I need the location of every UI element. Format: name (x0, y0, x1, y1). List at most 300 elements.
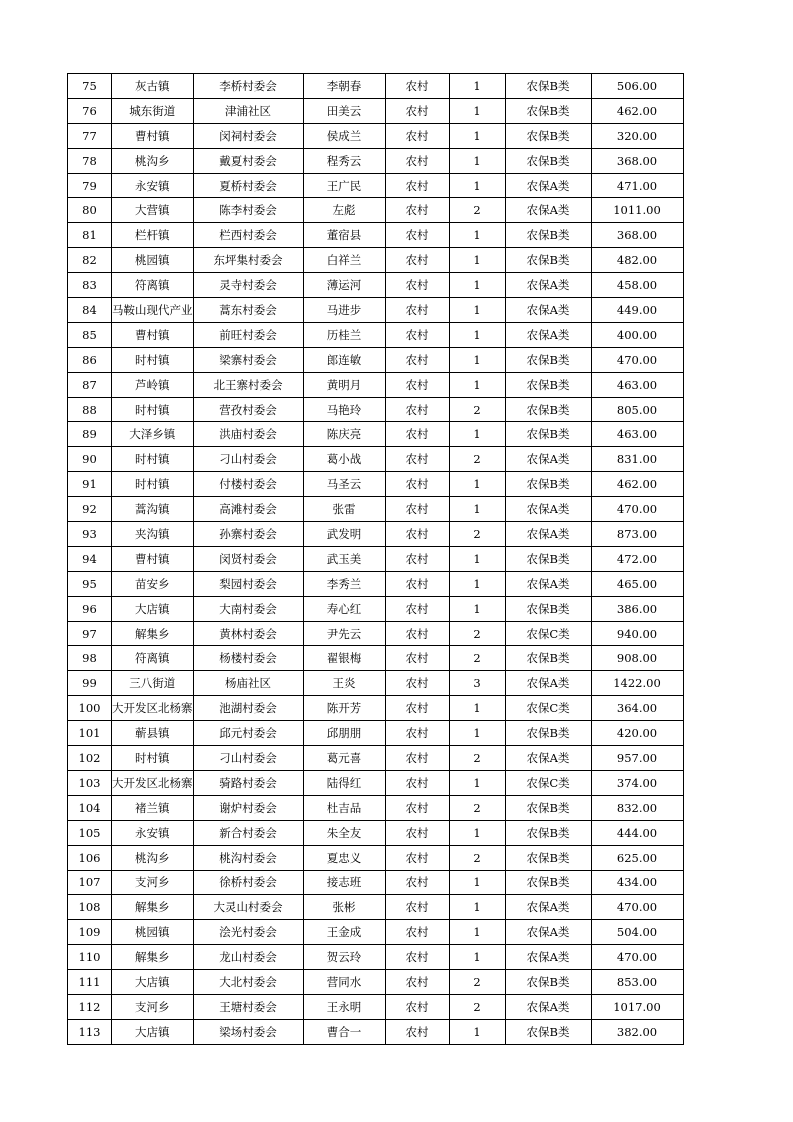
count-cell: 1 (449, 920, 505, 945)
name-cell: 邱朋朋 (303, 721, 385, 746)
name-cell: 李秀兰 (303, 571, 385, 596)
name-cell: 田美云 (303, 98, 385, 123)
table-row (68, 970, 684, 995)
table-row (68, 646, 684, 671)
table-row (68, 148, 684, 173)
row-number: 75 (68, 74, 112, 99)
town-cell: 蕲县镇 (112, 721, 194, 746)
category-cell: 农保A类 (505, 322, 591, 347)
table-row (68, 795, 684, 820)
count-cell: 1 (449, 895, 505, 920)
amount-cell: 463.00 (591, 422, 683, 447)
amount-cell: 482.00 (591, 248, 683, 273)
category-cell: 农保A类 (505, 920, 591, 945)
name-cell: 武发明 (303, 522, 385, 547)
amount-cell: 1017.00 (591, 994, 683, 1019)
category-cell: 农保A类 (505, 173, 591, 198)
name-cell: 郎连敏 (303, 347, 385, 372)
name-cell: 马圣云 (303, 472, 385, 497)
village-cell: 王塘村委会 (193, 994, 303, 1019)
amount-cell: 382.00 (591, 1019, 683, 1044)
village-cell: 浍光村委会 (193, 920, 303, 945)
count-cell: 1 (449, 98, 505, 123)
village-cell: 前旺村委会 (193, 322, 303, 347)
town-cell: 褚兰镇 (112, 795, 194, 820)
count-cell: 1 (449, 945, 505, 970)
area-cell: 农村 (385, 895, 449, 920)
table-row (68, 223, 684, 248)
village-cell: 夏桥村委会 (193, 173, 303, 198)
town-cell: 蒿沟镇 (112, 497, 194, 522)
table-row (68, 696, 684, 721)
category-cell: 农保B类 (505, 721, 591, 746)
table-row (68, 571, 684, 596)
name-cell: 夏忠义 (303, 845, 385, 870)
table-row (68, 74, 684, 99)
name-cell: 尹先云 (303, 621, 385, 646)
town-cell: 时村镇 (112, 347, 194, 372)
count-cell: 2 (449, 522, 505, 547)
table-row (68, 870, 684, 895)
row-number: 107 (68, 870, 112, 895)
row-number: 110 (68, 945, 112, 970)
area-cell: 农村 (385, 696, 449, 721)
village-cell: 池湖村委会 (193, 696, 303, 721)
area-cell: 农村 (385, 820, 449, 845)
amount-cell: 463.00 (591, 372, 683, 397)
village-cell: 大灵山村委会 (193, 895, 303, 920)
area-cell: 农村 (385, 1019, 449, 1044)
name-cell: 葛元喜 (303, 746, 385, 771)
table-row (68, 746, 684, 771)
count-cell: 2 (449, 447, 505, 472)
category-cell: 农保B类 (505, 820, 591, 845)
town-cell: 大店镇 (112, 596, 194, 621)
village-cell: 洪庙村委会 (193, 422, 303, 447)
row-number: 104 (68, 795, 112, 820)
amount-cell: 1011.00 (591, 198, 683, 223)
category-cell: 农保A类 (505, 746, 591, 771)
category-cell: 农保A类 (505, 497, 591, 522)
area-cell: 农村 (385, 472, 449, 497)
table-row (68, 546, 684, 571)
area-cell: 农村 (385, 322, 449, 347)
category-cell: 农保A类 (505, 447, 591, 472)
town-cell: 大营镇 (112, 198, 194, 223)
town-cell: 三八街道 (112, 671, 194, 696)
amount-cell: 472.00 (591, 546, 683, 571)
count-cell: 1 (449, 273, 505, 298)
table-row (68, 98, 684, 123)
row-number: 109 (68, 920, 112, 945)
village-cell: 徐桥村委会 (193, 870, 303, 895)
category-cell: 农保B类 (505, 397, 591, 422)
village-cell: 营孜村委会 (193, 397, 303, 422)
village-cell: 刁山村委会 (193, 447, 303, 472)
area-cell: 农村 (385, 173, 449, 198)
category-cell: 农保A类 (505, 298, 591, 323)
name-cell: 白祥兰 (303, 248, 385, 273)
table-row (68, 671, 684, 696)
village-cell: 付楼村委会 (193, 472, 303, 497)
row-number: 93 (68, 522, 112, 547)
amount-cell: 470.00 (591, 347, 683, 372)
village-cell: 闵祠村委会 (193, 123, 303, 148)
table-row (68, 372, 684, 397)
name-cell: 程秀云 (303, 148, 385, 173)
row-number: 79 (68, 173, 112, 198)
count-cell: 1 (449, 472, 505, 497)
category-cell: 农保B类 (505, 98, 591, 123)
category-cell: 农保B类 (505, 646, 591, 671)
village-cell: 刁山村委会 (193, 746, 303, 771)
amount-cell: 374.00 (591, 770, 683, 795)
amount-cell: 368.00 (591, 223, 683, 248)
name-cell: 陈庆亮 (303, 422, 385, 447)
count-cell: 1 (449, 721, 505, 746)
category-cell: 农保B类 (505, 870, 591, 895)
village-cell: 梁场村委会 (193, 1019, 303, 1044)
name-cell: 张彬 (303, 895, 385, 920)
table-row (68, 845, 684, 870)
row-number: 111 (68, 970, 112, 995)
area-cell: 农村 (385, 970, 449, 995)
row-number: 83 (68, 273, 112, 298)
town-cell: 苗安乡 (112, 571, 194, 596)
category-cell: 农保C类 (505, 621, 591, 646)
name-cell: 武玉美 (303, 546, 385, 571)
area-cell: 农村 (385, 148, 449, 173)
village-cell: 李桥村委会 (193, 74, 303, 99)
name-cell: 侯成兰 (303, 123, 385, 148)
area-cell: 农村 (385, 795, 449, 820)
area-cell: 农村 (385, 571, 449, 596)
amount-cell: 832.00 (591, 795, 683, 820)
count-cell: 1 (449, 298, 505, 323)
table-row (68, 173, 684, 198)
category-cell: 农保C类 (505, 696, 591, 721)
count-cell: 1 (449, 870, 505, 895)
category-cell: 农保B类 (505, 970, 591, 995)
category-cell: 农保B类 (505, 347, 591, 372)
table-row (68, 895, 684, 920)
row-number: 113 (68, 1019, 112, 1044)
amount-cell: 1422.00 (591, 671, 683, 696)
count-cell: 2 (449, 621, 505, 646)
row-number: 108 (68, 895, 112, 920)
village-cell: 龙山村委会 (193, 945, 303, 970)
village-cell: 谢炉村委会 (193, 795, 303, 820)
amount-cell: 470.00 (591, 945, 683, 970)
town-cell: 解集乡 (112, 945, 194, 970)
amount-cell: 504.00 (591, 920, 683, 945)
name-cell: 王广民 (303, 173, 385, 198)
count-cell: 1 (449, 546, 505, 571)
name-cell: 寿心红 (303, 596, 385, 621)
village-cell: 栏西村委会 (193, 223, 303, 248)
row-number: 105 (68, 820, 112, 845)
name-cell: 陈开芳 (303, 696, 385, 721)
name-cell: 张雷 (303, 497, 385, 522)
count-cell: 1 (449, 173, 505, 198)
table-row (68, 472, 684, 497)
table-row (68, 198, 684, 223)
town-cell: 支河乡 (112, 870, 194, 895)
row-number: 98 (68, 646, 112, 671)
table-row (68, 621, 684, 646)
area-cell: 农村 (385, 646, 449, 671)
row-number: 80 (68, 198, 112, 223)
amount-cell: 386.00 (591, 596, 683, 621)
area-cell: 农村 (385, 746, 449, 771)
count-cell: 2 (449, 970, 505, 995)
town-cell: 永安镇 (112, 820, 194, 845)
table-row (68, 347, 684, 372)
row-number: 92 (68, 497, 112, 522)
table-row (68, 596, 684, 621)
amount-cell: 908.00 (591, 646, 683, 671)
category-cell: 农保C类 (505, 770, 591, 795)
name-cell: 董宿县 (303, 223, 385, 248)
name-cell: 杜吉品 (303, 795, 385, 820)
category-cell: 农保B类 (505, 74, 591, 99)
amount-cell: 831.00 (591, 447, 683, 472)
area-cell: 农村 (385, 671, 449, 696)
count-cell: 1 (449, 696, 505, 721)
category-cell: 农保B类 (505, 596, 591, 621)
village-cell: 高滩村委会 (193, 497, 303, 522)
village-cell: 孙寨村委会 (193, 522, 303, 547)
category-cell: 农保A类 (505, 273, 591, 298)
row-number: 103 (68, 770, 112, 795)
category-cell: 农保B类 (505, 372, 591, 397)
town-cell: 大开发区北杨寨 (112, 770, 194, 795)
table-row (68, 721, 684, 746)
town-cell: 桃园镇 (112, 248, 194, 273)
amount-cell: 957.00 (591, 746, 683, 771)
row-number: 87 (68, 372, 112, 397)
row-number: 96 (68, 596, 112, 621)
name-cell: 马进步 (303, 298, 385, 323)
area-cell: 农村 (385, 596, 449, 621)
area-cell: 农村 (385, 198, 449, 223)
count-cell: 1 (449, 820, 505, 845)
area-cell: 农村 (385, 223, 449, 248)
table-row (68, 994, 684, 1019)
area-cell: 农村 (385, 770, 449, 795)
category-cell: 农保B类 (505, 123, 591, 148)
row-number: 77 (68, 123, 112, 148)
area-cell: 农村 (385, 447, 449, 472)
count-cell: 1 (449, 148, 505, 173)
row-number: 101 (68, 721, 112, 746)
name-cell: 黄明月 (303, 372, 385, 397)
count-cell: 1 (449, 1019, 505, 1044)
count-cell: 2 (449, 646, 505, 671)
village-cell: 骑路村委会 (193, 770, 303, 795)
name-cell: 王炎 (303, 671, 385, 696)
row-number: 102 (68, 746, 112, 771)
amount-cell: 465.00 (591, 571, 683, 596)
amount-cell: 449.00 (591, 298, 683, 323)
category-cell: 农保A类 (505, 994, 591, 1019)
town-cell: 时村镇 (112, 746, 194, 771)
area-cell: 农村 (385, 347, 449, 372)
village-cell: 北王寨村委会 (193, 372, 303, 397)
town-cell: 桃沟乡 (112, 845, 194, 870)
town-cell: 桃园镇 (112, 920, 194, 945)
table-row (68, 273, 684, 298)
table-row (68, 123, 684, 148)
town-cell: 支河乡 (112, 994, 194, 1019)
town-cell: 解集乡 (112, 621, 194, 646)
village-cell: 杨楼村委会 (193, 646, 303, 671)
area-cell: 农村 (385, 945, 449, 970)
count-cell: 2 (449, 845, 505, 870)
table-row (68, 422, 684, 447)
town-cell: 曹村镇 (112, 322, 194, 347)
amount-cell: 805.00 (591, 397, 683, 422)
amount-cell: 434.00 (591, 870, 683, 895)
area-cell: 农村 (385, 621, 449, 646)
town-cell: 大店镇 (112, 970, 194, 995)
table-row (68, 1019, 684, 1044)
village-cell: 杨庙社区 (193, 671, 303, 696)
category-cell: 农保B类 (505, 795, 591, 820)
amount-cell: 506.00 (591, 74, 683, 99)
town-cell: 解集乡 (112, 895, 194, 920)
amount-cell: 368.00 (591, 148, 683, 173)
table-row (68, 945, 684, 970)
amount-cell: 873.00 (591, 522, 683, 547)
category-cell: 农保A类 (505, 945, 591, 970)
row-number: 99 (68, 671, 112, 696)
name-cell: 陆得红 (303, 770, 385, 795)
town-cell: 大开发区北杨寨 (112, 696, 194, 721)
table-row (68, 298, 684, 323)
count-cell: 1 (449, 123, 505, 148)
village-cell: 闵贤村委会 (193, 546, 303, 571)
town-cell: 灰古镇 (112, 74, 194, 99)
count-cell: 2 (449, 198, 505, 223)
area-cell: 农村 (385, 994, 449, 1019)
town-cell: 符离镇 (112, 273, 194, 298)
name-cell: 马艳玲 (303, 397, 385, 422)
count-cell: 2 (449, 994, 505, 1019)
count-cell: 2 (449, 397, 505, 422)
amount-cell: 625.00 (591, 845, 683, 870)
area-cell: 农村 (385, 721, 449, 746)
table-row (68, 447, 684, 472)
town-cell: 曹村镇 (112, 546, 194, 571)
town-cell: 栏杆镇 (112, 223, 194, 248)
amount-cell: 470.00 (591, 895, 683, 920)
category-cell: 农保B类 (505, 845, 591, 870)
name-cell: 薄运河 (303, 273, 385, 298)
name-cell: 左彪 (303, 198, 385, 223)
table-row (68, 497, 684, 522)
category-cell: 农保A类 (505, 522, 591, 547)
village-cell: 灵寺村委会 (193, 273, 303, 298)
town-cell: 大泽乡镇 (112, 422, 194, 447)
row-number: 91 (68, 472, 112, 497)
category-cell: 农保B类 (505, 1019, 591, 1044)
category-cell: 农保B类 (505, 546, 591, 571)
area-cell: 农村 (385, 920, 449, 945)
name-cell: 贺云玲 (303, 945, 385, 970)
town-cell: 马鞍山现代产业 (112, 298, 194, 323)
count-cell: 1 (449, 497, 505, 522)
table-row (68, 770, 684, 795)
table-row (68, 397, 684, 422)
count-cell: 2 (449, 746, 505, 771)
table-row (68, 820, 684, 845)
town-cell: 城东街道 (112, 98, 194, 123)
category-cell: 农保B类 (505, 248, 591, 273)
area-cell: 农村 (385, 123, 449, 148)
village-cell: 戴夏村委会 (193, 148, 303, 173)
area-cell: 农村 (385, 870, 449, 895)
count-cell: 1 (449, 596, 505, 621)
amount-cell: 420.00 (591, 721, 683, 746)
area-cell: 农村 (385, 845, 449, 870)
row-number: 82 (68, 248, 112, 273)
town-cell: 芦岭镇 (112, 372, 194, 397)
area-cell: 农村 (385, 497, 449, 522)
row-number: 97 (68, 621, 112, 646)
town-cell: 时村镇 (112, 397, 194, 422)
town-cell: 时村镇 (112, 447, 194, 472)
row-number: 78 (68, 148, 112, 173)
row-number: 89 (68, 422, 112, 447)
count-cell: 2 (449, 795, 505, 820)
count-cell: 1 (449, 248, 505, 273)
category-cell: 农保B类 (505, 472, 591, 497)
name-cell: 王永明 (303, 994, 385, 1019)
name-cell: 朱全友 (303, 820, 385, 845)
name-cell: 历桂兰 (303, 322, 385, 347)
row-number: 94 (68, 546, 112, 571)
name-cell: 翟银梅 (303, 646, 385, 671)
village-cell: 蒿东村委会 (193, 298, 303, 323)
village-cell: 黄林村委会 (193, 621, 303, 646)
category-cell: 农保A类 (505, 198, 591, 223)
area-cell: 农村 (385, 298, 449, 323)
row-number: 100 (68, 696, 112, 721)
village-cell: 陈李村委会 (193, 198, 303, 223)
town-cell: 大店镇 (112, 1019, 194, 1044)
village-cell: 梁寨村委会 (193, 347, 303, 372)
row-number: 90 (68, 447, 112, 472)
name-cell: 葛小战 (303, 447, 385, 472)
amount-cell: 364.00 (591, 696, 683, 721)
area-cell: 农村 (385, 372, 449, 397)
area-cell: 农村 (385, 248, 449, 273)
category-cell: 农保B类 (505, 148, 591, 173)
category-cell: 农保A类 (505, 895, 591, 920)
amount-cell: 462.00 (591, 472, 683, 497)
area-cell: 农村 (385, 74, 449, 99)
table-row (68, 322, 684, 347)
count-cell: 1 (449, 770, 505, 795)
area-cell: 农村 (385, 522, 449, 547)
name-cell: 营同水 (303, 970, 385, 995)
area-cell: 农村 (385, 546, 449, 571)
row-number: 84 (68, 298, 112, 323)
amount-cell: 320.00 (591, 123, 683, 148)
village-cell: 桃沟村委会 (193, 845, 303, 870)
table-row (68, 248, 684, 273)
